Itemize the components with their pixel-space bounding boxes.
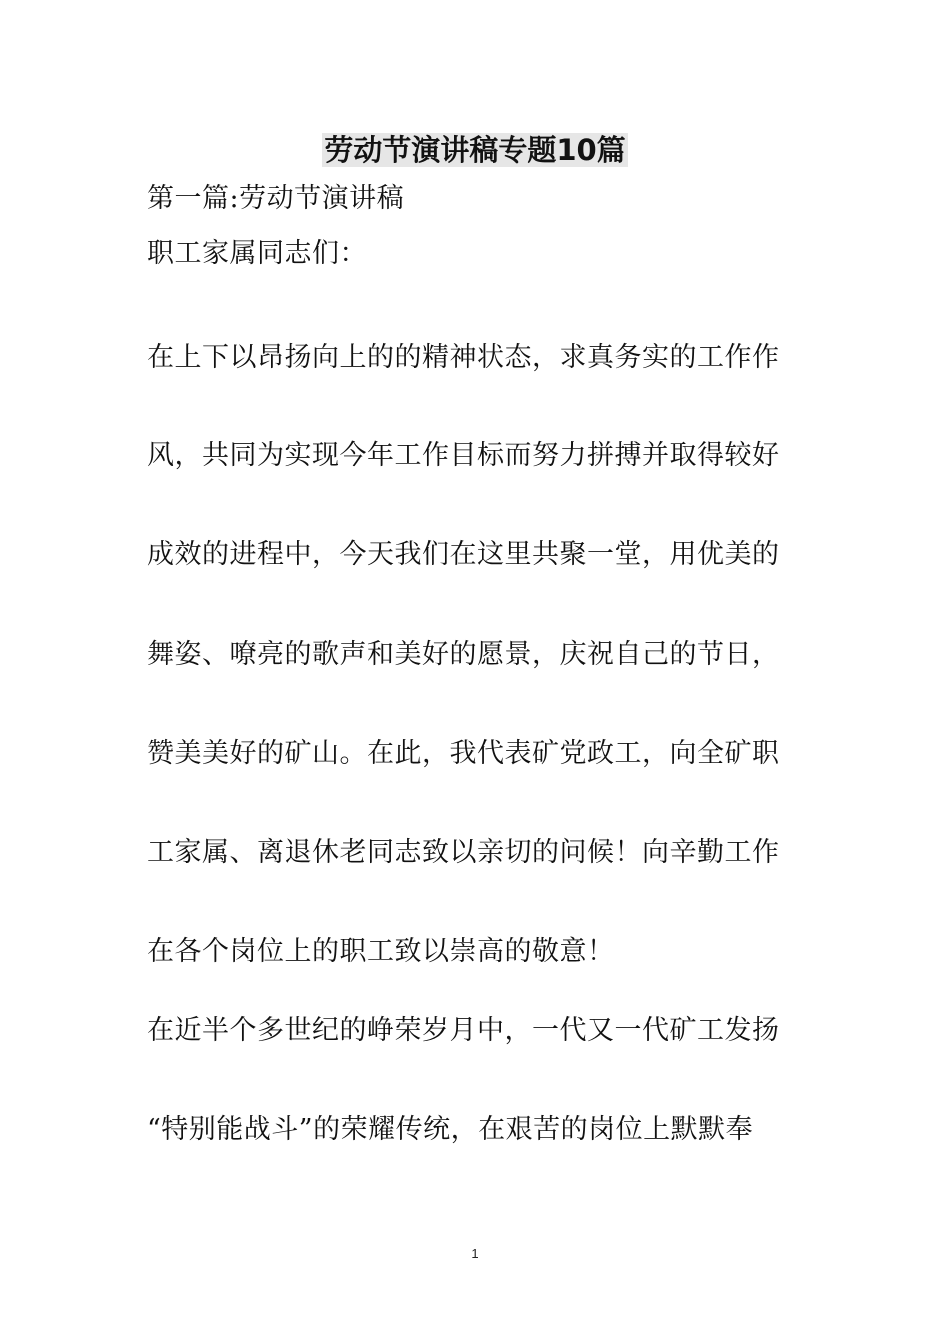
- paragraph-line: 工家属、离退休老同志致以亲切的问候！向辛勤工作: [147, 837, 780, 868]
- paragraph-line: 风，共同为实现今年工作目标而努力拼搏并取得较好: [147, 440, 780, 471]
- paragraph-line: 成效的进程中，今天我们在这里共聚一堂，用优美的: [147, 539, 780, 570]
- paragraph-line: 舞姿、嘹亮的歌声和美好的愿景，庆祝自己的节日，: [147, 639, 780, 670]
- paragraph-line: “特别能战斗”的荣耀传统，在艰苦的岗位上默默奉: [147, 1114, 754, 1145]
- salutation-line: 职工家属同志们：: [147, 238, 367, 269]
- heading-line: 第一篇:劳动节演讲稿: [147, 183, 405, 214]
- paragraph-line: 赞美美好的矿山。在此，我代表矿党政工，向全矿职: [147, 738, 780, 769]
- document-title: [0, 130, 950, 170]
- paragraph-line: 在上下以昂扬向上的的精神状态，求真务实的工作作: [147, 342, 780, 373]
- document-title-text: 劳动节演讲稿专题10篇: [324, 133, 626, 167]
- paragraph-line: 在各个岗位上的职工致以崇高的敬意！: [147, 936, 615, 967]
- paragraph-line: 在近半个多世纪的峥荣岁月中，一代又一代矿工发扬: [147, 1015, 780, 1046]
- page-number: 1: [471, 1246, 479, 1261]
